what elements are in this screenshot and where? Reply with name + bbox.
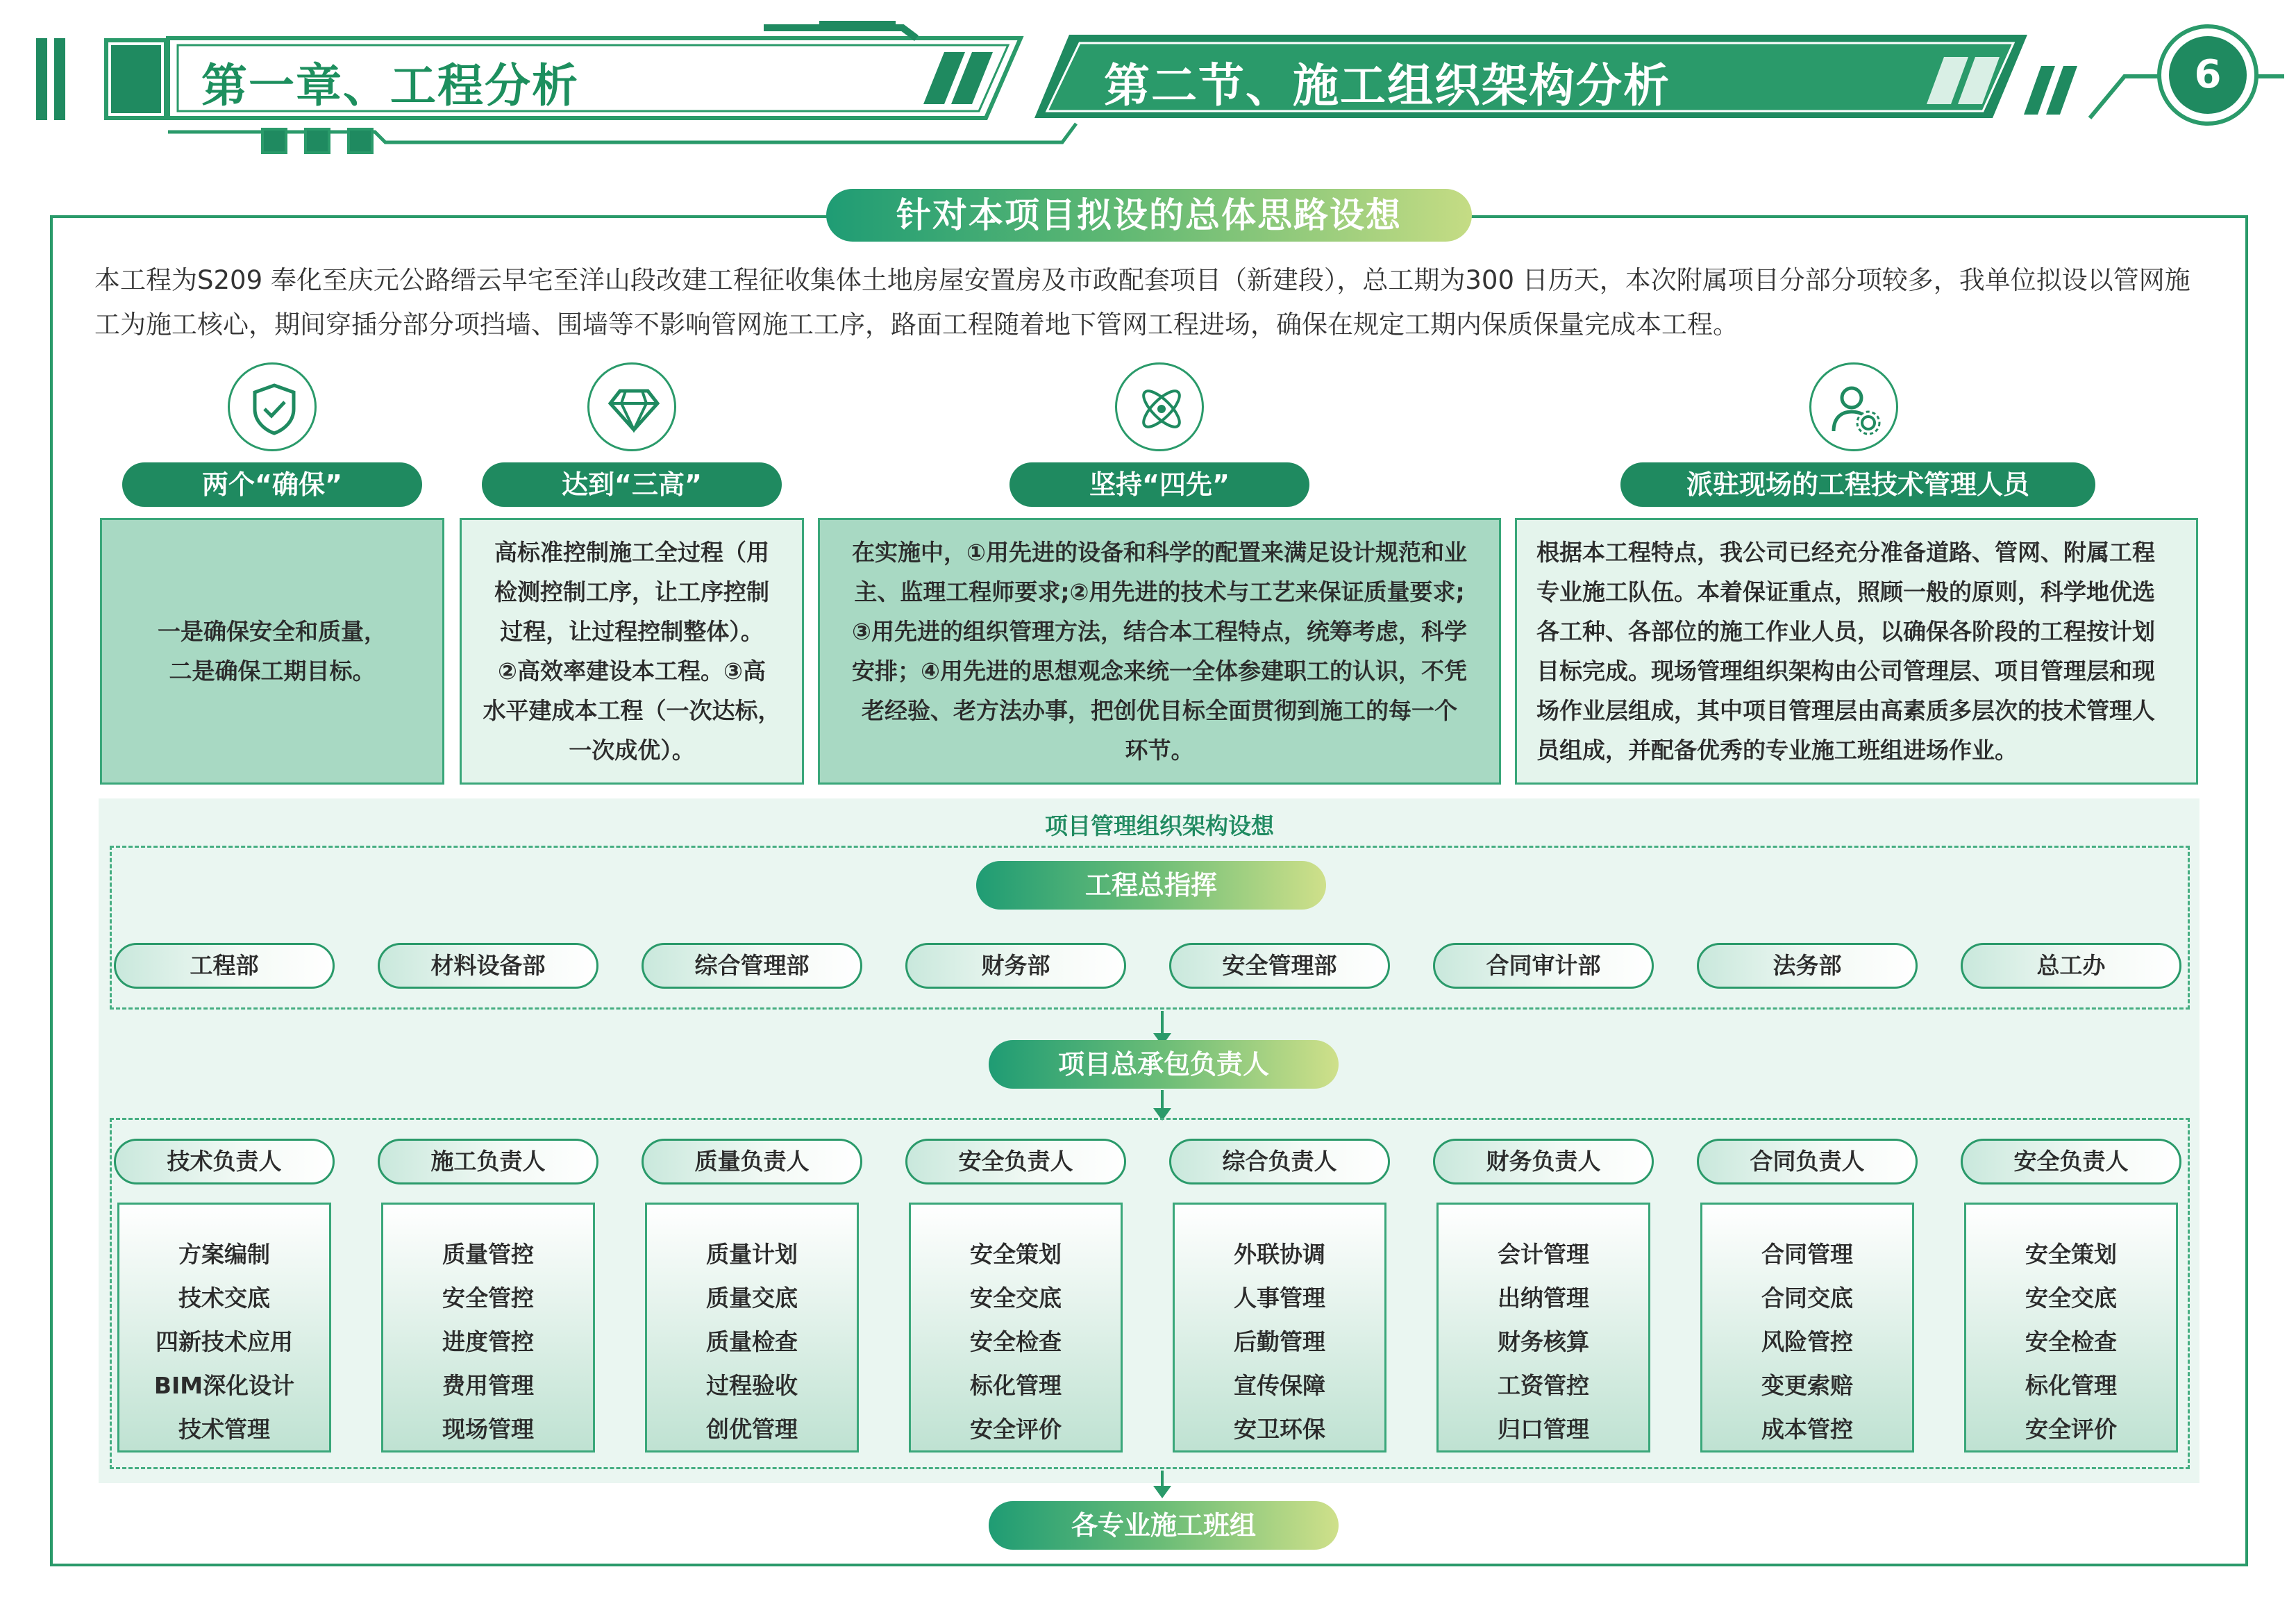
principle-label-3: 坚持“四先” — [1009, 462, 1309, 507]
lead-node: 施工负责人 — [378, 1139, 598, 1184]
duty-item: 变更索赔 — [1761, 1372, 1853, 1399]
duty-item: 费用管理 — [442, 1372, 534, 1399]
lead-node: 安全负责人 — [905, 1139, 1126, 1184]
lead-node: 安全负责人 — [1961, 1139, 2181, 1184]
dept-node: 综合管理部 — [642, 943, 862, 989]
duty-item: 质量检查 — [706, 1328, 798, 1355]
duty-item: 进度管控 — [442, 1328, 534, 1355]
dept-node: 合同审计部 — [1433, 943, 1654, 989]
duty-box — [1964, 1203, 2178, 1453]
lead-node: 质量负责人 — [642, 1139, 862, 1184]
duty-item: 质量交底 — [706, 1284, 798, 1312]
duty-item: 后勤管理 — [1234, 1328, 1325, 1355]
frame-title: 针对本项目拟设的总体思路设想 — [826, 189, 1472, 242]
duty-item: 标化管理 — [970, 1372, 1062, 1399]
duty-item: 安全交底 — [970, 1284, 1062, 1312]
lead-node: 财务负责人 — [1433, 1139, 1654, 1184]
duty-item: 过程验收 — [706, 1372, 798, 1399]
general-contractor-node: 项目总承包负责人 — [989, 1040, 1339, 1089]
duty-box — [909, 1203, 1123, 1453]
duty-item: 四新技术应用 — [156, 1328, 293, 1355]
principle-text-4: 根据本工程特点，我公司已经充分准备道路、管网、附属工程 专业施工队伍。本着保证重点，照顾一般的原则，科学地优选 各工种、各部位的施工作业人员，以确保各阶段的工程按计划 目标完成。现场管理组织架构由公司管理层、项目管理层和现 场作业层组成，其中项目管理层由高素质多层次的技术管理人 员组成，并配备优秀的专业施工班组进场作业。 — [1536, 539, 2155, 764]
intro-paragraph: 本工程为S209 奉化至庆元公路缙云早宅至洋山段改建工程征收集体土地房屋安置房及市政配套项目（新建段），总工期为300 日历天，本次附属项目分部分项较多，我单位拟设以管网施工为施工核心，期间穿插分部分项挡墙、围墙等不影响管网施工工序，路面工程随着地下管网工程进场，确保在规定工期内保质保量完成本工程。 — [94, 265, 2190, 340]
chapter-title: 第一章、工程分析 — [201, 59, 579, 112]
duty-item: 安全管控 — [442, 1284, 534, 1312]
principle-box-3 — [818, 518, 1501, 785]
duty-box — [1436, 1203, 1650, 1453]
duty-item: 财务核算 — [1498, 1328, 1589, 1355]
flow-arrow — [1161, 1011, 1164, 1036]
duty-item: 安全策划 — [2025, 1241, 2117, 1268]
duty-item: 安全策划 — [970, 1241, 1062, 1268]
principle-box-2 — [460, 518, 804, 785]
duty-item: 创优管理 — [706, 1416, 798, 1443]
duty-item: 质量计划 — [706, 1241, 798, 1268]
duty-box — [381, 1203, 595, 1453]
duty-item: 安全交底 — [2025, 1284, 2117, 1312]
principle-box-4 — [1515, 518, 2198, 785]
duty-item: 宣传保障 — [1234, 1372, 1325, 1399]
diamond-icon — [587, 362, 676, 451]
duty-item: 现场管理 — [442, 1416, 534, 1443]
chief-commander-node: 工程总指挥 — [976, 861, 1326, 910]
duty-item: 技术管理 — [178, 1416, 270, 1443]
duty-item: 归口管理 — [1498, 1416, 1589, 1443]
duty-item: 成本管控 — [1761, 1416, 1853, 1443]
user-gear-icon — [1809, 362, 1898, 451]
duty-item: 外联协调 — [1234, 1241, 1325, 1268]
duty-item: 标化管理 — [2025, 1372, 2117, 1399]
principle-box-1 — [100, 518, 444, 785]
dept-node: 财务部 — [905, 943, 1126, 989]
duty-item: 合同管理 — [1761, 1241, 1853, 1268]
dept-node: 安全管理部 — [1169, 943, 1390, 989]
duty-item: 技术交底 — [178, 1284, 270, 1312]
page-number: 6 — [2194, 52, 2222, 97]
dept-node: 工程部 — [114, 943, 335, 989]
flow-arrow — [1161, 1090, 1164, 1111]
flow-arrow — [1161, 1471, 1164, 1489]
duty-item: 方案编制 — [178, 1241, 270, 1268]
duty-item: BIM深化设计 — [153, 1372, 295, 1399]
duty-box — [1173, 1203, 1386, 1453]
page-header — [0, 0, 2296, 167]
duty-item: 安全评价 — [970, 1416, 1062, 1443]
duty-item: 安全检查 — [2025, 1328, 2117, 1355]
duty-item: 出纳管理 — [1498, 1284, 1589, 1312]
principle-text-2: 高标准控制施工全过程（用 检测控制工序，让工序控制 过程，让过程控制整体）。 ②高效率建设本工程。③高 水平建成本工程（一次达标， 一次成优）。 — [483, 539, 781, 764]
lead-node: 综合负责人 — [1169, 1139, 1390, 1184]
principle-label-1: 两个“确保” — [122, 462, 422, 507]
duty-item: 人事管理 — [1234, 1284, 1325, 1312]
duty-item: 安全检查 — [970, 1328, 1062, 1355]
dept-node: 总工办 — [1961, 943, 2181, 989]
dept-node: 材料设备部 — [378, 943, 598, 989]
lead-node: 技术负责人 — [114, 1139, 335, 1184]
duty-item: 合同交底 — [1761, 1284, 1853, 1312]
principle-text-3: 在实施中，①用先进的设备和科学的配置来满足设计规范和业 主、监理工程师要求;②用先进的技术与工艺来保证质量要求; ③用先进的组织管理方法，结合本工程特点，统筹考虑，科学 安排；④用先进的思想观念来统一全体参建职工的认识，不凭 老经验、老方法办事，把创优目标全面贯彻到施工的每一个 环节。 — [852, 539, 1467, 764]
org-chart-title: 项目管理组织架构设想 — [1045, 812, 1274, 839]
principle-text-1: 一是确保安全和质量， 二是确保工期目标。 — [158, 618, 387, 685]
duty-box — [117, 1203, 331, 1453]
duty-item: 安全评价 — [2025, 1416, 2117, 1443]
work-teams-node: 各专业施工班组 — [989, 1501, 1339, 1550]
duty-box — [645, 1203, 859, 1453]
duty-item: 安卫环保 — [1234, 1416, 1325, 1443]
shield-check-icon — [228, 362, 317, 451]
dept-node: 法务部 — [1697, 943, 1918, 989]
duty-item: 会计管理 — [1498, 1241, 1589, 1268]
lead-node: 合同负责人 — [1697, 1139, 1918, 1184]
section-title: 第二节、施工组织架构分析 — [1104, 59, 1670, 112]
duty-box — [1700, 1203, 1914, 1453]
principle-label-4: 派驻现场的工程技术管理人员 — [1620, 462, 2095, 507]
duty-item: 风险管控 — [1761, 1328, 1853, 1355]
duty-item: 工资管控 — [1498, 1372, 1589, 1399]
principle-label-2: 达到“三高” — [482, 462, 782, 507]
duty-item: 质量管控 — [442, 1241, 534, 1268]
atom-icon — [1115, 362, 1204, 451]
